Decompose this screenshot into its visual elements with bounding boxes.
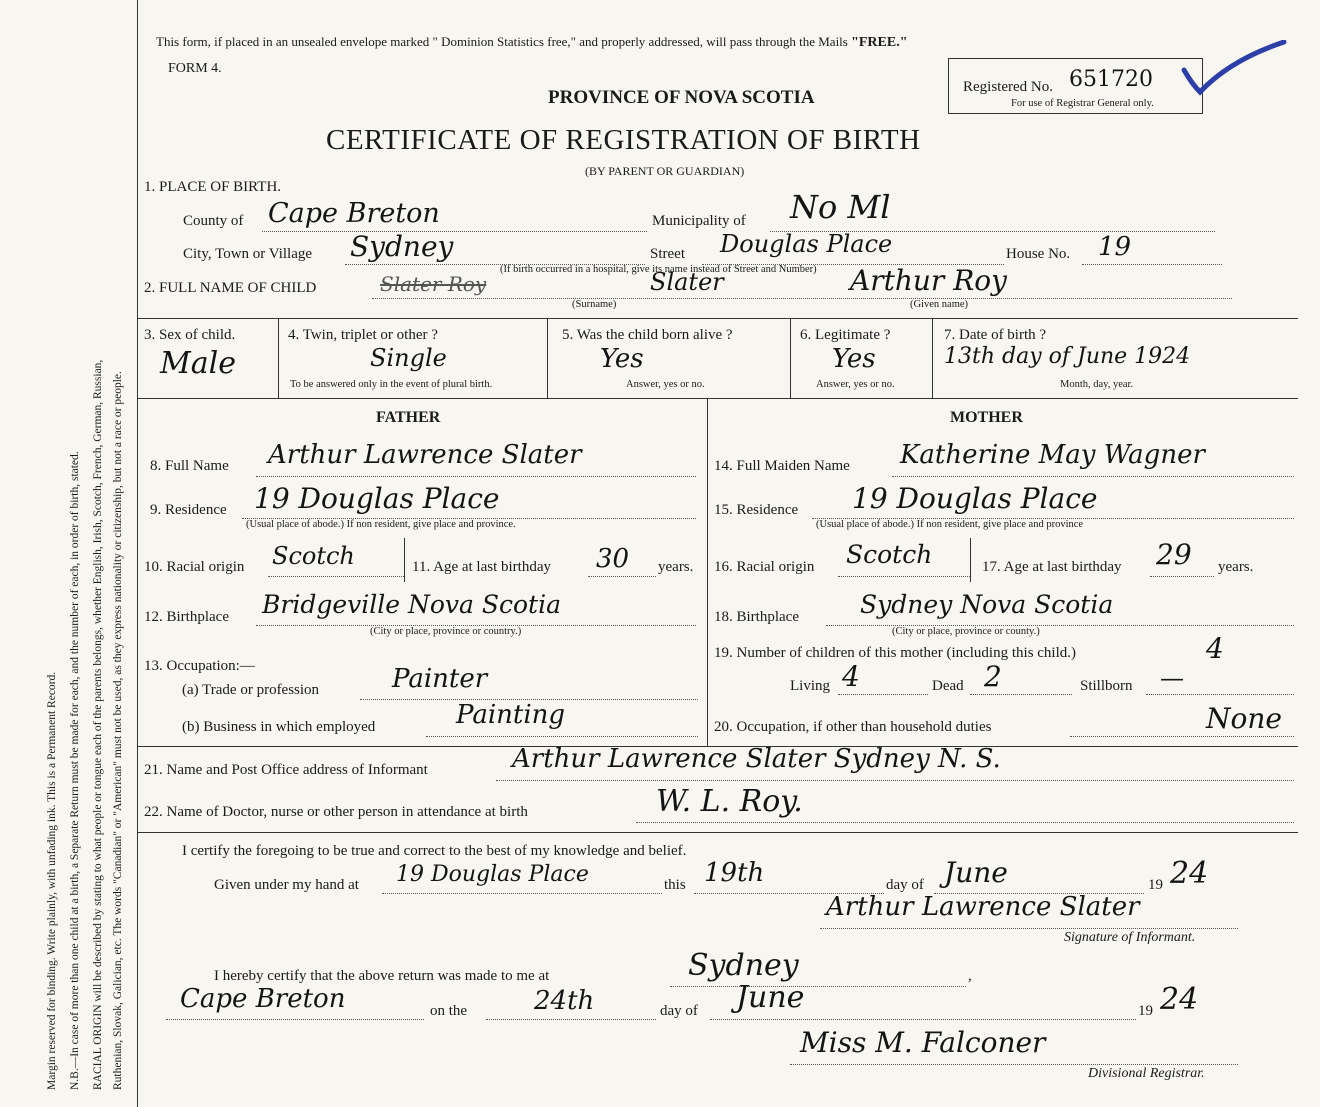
father-business-value: Painting bbox=[456, 700, 566, 730]
mother-age-label: 17. Age at last birthday bbox=[982, 559, 1122, 575]
form-number: FORM 4. bbox=[168, 61, 222, 76]
mother-birthplace-note: (City or place, province or county.) bbox=[892, 626, 1040, 637]
registrar-general-note: For use of Registrar General only. bbox=[1011, 98, 1154, 109]
father-residence-label: 9. Residence bbox=[150, 502, 227, 518]
county-label: County of bbox=[183, 213, 244, 229]
living-value: 4 bbox=[842, 660, 860, 693]
sex-value: Male bbox=[160, 346, 236, 381]
registrar-on-the-label: on the bbox=[430, 1003, 468, 1019]
father-name-value: Arthur Lawrence Slater bbox=[268, 440, 582, 470]
registrar-year-value: 24 bbox=[1160, 982, 1199, 1017]
dead-label: Dead bbox=[932, 678, 964, 694]
father-racial-origin-value: Scotch bbox=[272, 542, 355, 570]
living-label: Living bbox=[790, 678, 830, 694]
sex-label: 3. Sex of child. bbox=[144, 327, 236, 343]
father-residence-note: (Usual place of abode.) If non resident, give place and province. bbox=[246, 519, 516, 530]
postal-note: This form, if placed in an unsealed envelope marked " Dominion Statistics free," and properly addressed, will pass through the Mails "FREE." bbox=[156, 34, 908, 50]
mother-name-value: Katherine May Wagner bbox=[900, 440, 1205, 470]
father-trade-value: Painter bbox=[392, 664, 488, 694]
certify-year-prefix: 19 bbox=[1148, 877, 1163, 893]
father-residence-value: 19 Douglas Place bbox=[254, 482, 500, 515]
registrar-signature-label: Divisional Registrar. bbox=[1088, 1066, 1205, 1081]
page-title: CERTIFICATE OF REGISTRATION OF BIRTH bbox=[326, 124, 921, 156]
city-value: Sydney bbox=[350, 230, 454, 263]
legitimate-label: 6. Legitimate ? bbox=[800, 327, 891, 343]
mother-racial-origin-label: 16. Racial origin bbox=[714, 559, 815, 575]
alive-label: 5. Was the child born alive ? bbox=[562, 327, 733, 343]
mother-age-unit: years. bbox=[1218, 559, 1254, 575]
postal-free-label: "FREE." bbox=[851, 35, 908, 50]
twin-label: 4. Twin, triplet or other ? bbox=[288, 327, 438, 343]
father-trade-label: (a) Trade or profession bbox=[182, 682, 320, 698]
registered-number: 651720 bbox=[1069, 67, 1153, 92]
father-racial-origin-label: 10. Racial origin bbox=[144, 559, 245, 575]
margin-note-racial-origin-cont: Ruthenian, Slovak, Galician, etc. The words "Canadian" or "American" must not be used, as they express nationality or citizenship, but not a race or people. bbox=[112, 371, 124, 1090]
informant-label: 21. Name and Post Office address of Informant bbox=[144, 762, 428, 778]
mother-heading: MOTHER bbox=[950, 409, 1023, 426]
margin-note-multiple-births: N.B.—In case of more than one child at a birth, a Separate Return must be made for each, and the number of each, in order of birth, stated. bbox=[69, 451, 81, 1090]
hospital-note: (If birth occurred in a hospital, give its name instead of Street and Number) bbox=[500, 264, 817, 275]
mother-occupation-value: None bbox=[1206, 702, 1282, 735]
street-label: Street bbox=[650, 246, 685, 262]
informant-signature-label: Signature of Informant. bbox=[1064, 930, 1196, 945]
father-age-label: 11. Age at last birthday bbox=[412, 559, 551, 575]
certify-statement: I certify the foregoing to be true and correct to the best of my knowledge and belief. bbox=[182, 843, 687, 859]
mother-occupation-label: 20. Occupation, if other than household duties bbox=[714, 719, 992, 735]
mother-racial-origin-value: Scotch bbox=[846, 540, 933, 569]
mother-residence-note: (Usual place of abode.) If non resident, give place and province bbox=[816, 519, 1084, 530]
registrar-place-value: Sydney bbox=[688, 948, 799, 983]
registered-label: Registered No. bbox=[963, 79, 1053, 95]
city-label: City, Town or Village bbox=[183, 246, 313, 262]
mother-children-label: 19. Number of children of this mother (including this child.) bbox=[714, 645, 1077, 661]
place-of-birth-heading: 1. PLACE OF BIRTH. bbox=[144, 179, 282, 195]
alive-note: Answer, yes or no. bbox=[626, 379, 705, 390]
margin-note-binding: Margin reserved for binding. Write plainly, with unfading ink. This is a Permanent Record. bbox=[46, 671, 58, 1090]
registrar-day-value: 24th bbox=[534, 986, 595, 1016]
house-number-value: 19 bbox=[1098, 232, 1132, 262]
legitimate-note: Answer, yes or no. bbox=[816, 379, 895, 390]
house-number-label: House No. bbox=[1006, 246, 1071, 262]
province-heading: PROVINCE OF NOVA SCOTIA bbox=[548, 87, 815, 108]
this-label: this bbox=[664, 877, 686, 893]
child-given-name-value: Arthur Roy bbox=[850, 264, 1007, 297]
informant-value: Arthur Lawrence Slater Sydney N. S. bbox=[512, 744, 1001, 774]
father-name-label: 8. Full Name bbox=[150, 458, 229, 474]
registered-box bbox=[948, 58, 1203, 114]
mother-children-value: 4 bbox=[1206, 632, 1224, 665]
certify-day-value: 19th bbox=[704, 858, 765, 888]
margin-note-racial-origin: RACIAL ORIGIN will be described by stating to what people or tongue each of the parents belongs, whether English, Irish, Scotch, French, German, Russian, bbox=[92, 359, 104, 1090]
county-value: Cape Breton bbox=[268, 198, 440, 229]
father-business-label: (b) Business in which employed bbox=[182, 719, 376, 735]
mother-age-value: 29 bbox=[1156, 538, 1192, 571]
certify-month-value: June bbox=[944, 856, 1008, 889]
mother-name-label: 14. Full Maiden Name bbox=[714, 458, 850, 474]
doctor-value: W. L. Roy. bbox=[656, 784, 803, 819]
registrar-signature: Miss M. Falconer bbox=[800, 1026, 1046, 1059]
legitimate-value: Yes bbox=[832, 344, 876, 374]
registrar-county-value: Cape Breton bbox=[180, 984, 346, 1014]
twin-value: Single bbox=[370, 344, 447, 372]
father-birthplace-label: 12. Birthplace bbox=[144, 609, 229, 625]
registrar-statement: I hereby certify that the above return was made to me at bbox=[214, 968, 550, 984]
child-surname-value: Slater bbox=[650, 268, 724, 296]
given-place-value: 19 Douglas Place bbox=[396, 862, 589, 887]
child-given-name-note: (Given name) bbox=[910, 299, 969, 310]
child-name-label: 2. FULL NAME OF CHILD bbox=[144, 280, 317, 296]
father-occupation-label: 13. Occupation:— bbox=[144, 658, 255, 674]
father-birthplace-note: (City or place, province or country.) bbox=[370, 626, 522, 637]
registrar-month-value: June bbox=[736, 980, 805, 1015]
certify-year-value: 24 bbox=[1170, 856, 1209, 891]
stillborn-value: — bbox=[1160, 664, 1184, 692]
date-of-birth-label: 7. Date of birth ? bbox=[944, 327, 1047, 343]
child-surname-note: (Surname) bbox=[572, 299, 617, 310]
registrar-comma: , bbox=[968, 968, 972, 984]
stillborn-label: Stillborn bbox=[1080, 678, 1133, 694]
dead-value: 2 bbox=[984, 660, 1002, 693]
municipality-value: No Ml bbox=[790, 188, 891, 226]
date-of-birth-note: Month, day, year. bbox=[1060, 379, 1134, 390]
father-age-unit: years. bbox=[658, 559, 694, 575]
given-under-hand-label: Given under my hand at bbox=[214, 877, 359, 893]
informant-signature: Arthur Lawrence Slater bbox=[826, 892, 1140, 922]
doctor-label: 22. Name of Doctor, nurse or other person in attendance at birth bbox=[144, 804, 528, 820]
father-birthplace-value: Bridgeville Nova Scotia bbox=[262, 590, 561, 619]
page-subtitle: (BY PARENT OR GUARDIAN) bbox=[585, 164, 745, 178]
twin-note: To be answered only in the event of plural birth. bbox=[290, 379, 493, 390]
mother-residence-value: 19 Douglas Place bbox=[852, 482, 1098, 515]
street-value: Douglas Place bbox=[720, 230, 893, 258]
mother-birthplace-value: Sydney Nova Scotia bbox=[860, 590, 1114, 619]
registrar-day-of-label: day of bbox=[660, 1003, 698, 1019]
municipality-label: Municipality of bbox=[652, 213, 746, 229]
child-surname-struck: Slater Roy bbox=[380, 272, 487, 296]
alive-value: Yes bbox=[600, 344, 644, 374]
certify-day-of-label: day of bbox=[886, 877, 924, 893]
mother-residence-label: 15. Residence bbox=[714, 502, 799, 518]
checkmark-icon bbox=[1180, 40, 1290, 105]
mother-birthplace-label: 18. Birthplace bbox=[714, 609, 799, 625]
registrar-year-prefix: 19 bbox=[1138, 1003, 1153, 1019]
father-age-value: 30 bbox=[596, 544, 630, 574]
date-of-birth-value: 13th day of June 1924 bbox=[944, 344, 1191, 369]
father-heading: FATHER bbox=[376, 409, 441, 426]
